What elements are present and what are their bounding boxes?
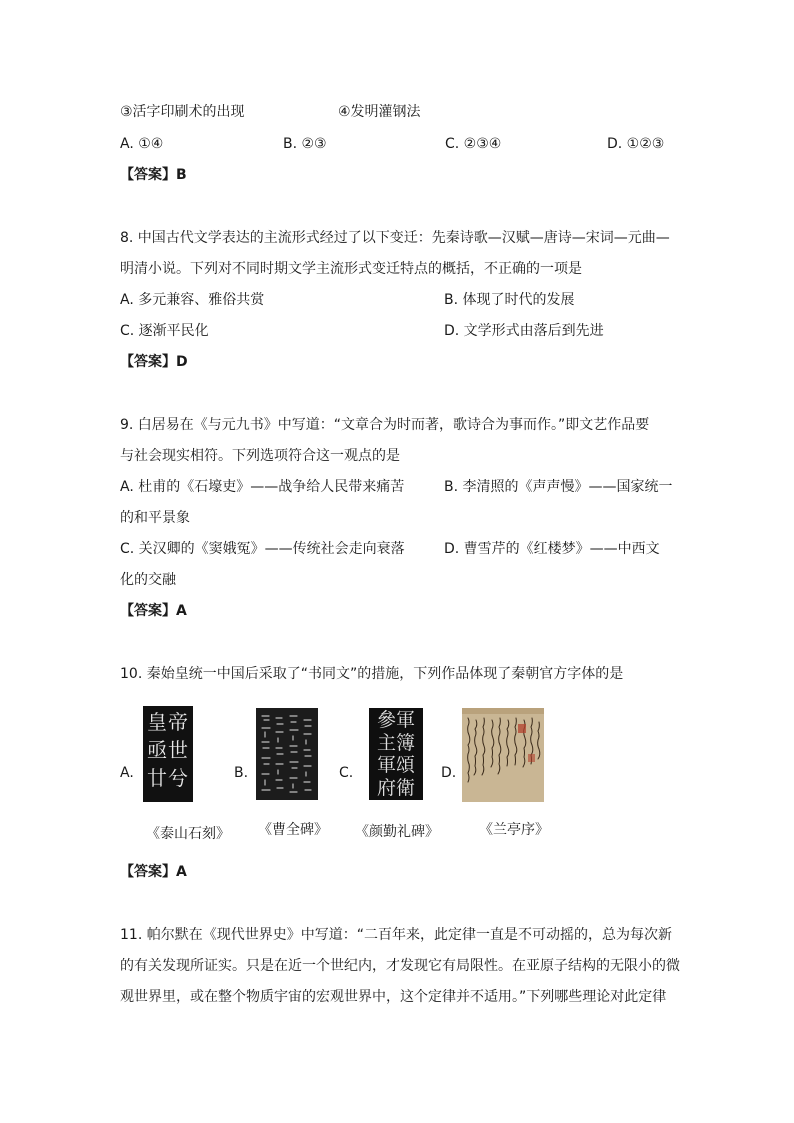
yanqinli-stele-image [369,708,423,800]
q11-stem-line3: 观世界里，或在整个物质宇宙的宏观世界中，这个定律并不适用。”下列哪些理论对此定律 [120,989,667,1005]
q10-answer: 【答案】A [120,864,187,880]
q8-answer: 【答案】D [120,354,188,370]
q9-stem-line1: 9. 白居易在《与元九书》中写道：“文章合为时而著，歌诗合为事而作。”即文艺作品要 [120,417,650,433]
q11-stem-line2: 的有关发现所证实。只是在近一个世纪内，才发现它有局限性。在亚原子结构的无限小的微 [120,958,680,974]
taishan-glyph-row-1: 皇帝 [147,710,189,734]
yanqinli-glyph-row-1: 參軍 [376,709,415,731]
q9-stem-line2: 与社会现实相符。下列选项符合这一观点的是 [120,448,400,464]
q7-answer: 【答案】B [120,167,187,183]
q8-choice-d: D. 文学形式由落后到先进 [444,323,604,339]
q9-answer: 【答案】A [120,603,187,619]
caoquan-stele-texture [256,708,318,800]
q9-choice-b-line2: 的和平景象 [120,510,190,526]
yanqinli-glyph-row-3: 軍頌 [376,754,415,776]
q8-stem-line1: 8. 中国古代文学表达的主流形式经过了以下变迁：先秦诗歌—汉赋—唐诗—宋词—元曲— [120,230,670,246]
q7-option-3: ③活字印刷术的出现 [120,104,245,120]
q10-caption-d: 《兰亭序》 [479,822,549,838]
taishan-glyph-row-3: 廿兮 [147,766,189,790]
q10-stem: 10. 秦始皇统一中国后采取了“书同文”的措施，下列作品体现了秦朝官方字体的是 [120,666,624,682]
q10-label-d: D. [441,765,457,781]
lantingxu-scroll-texture [462,708,544,802]
q9-choice-c: C. 关汉卿的《窦娥冤》——传统社会走向衰落 [120,541,405,557]
q9-choice-b-line1: B. 李清照的《声声慢》——国家统一 [444,479,673,495]
q8-choice-b: B. 体现了时代的发展 [444,292,575,308]
q11-stem-line1: 11. 帕尔默在《现代世界史》中写道：“二百年来，此定律一直是不可动摇的，总为每次新 [120,927,672,943]
q10-caption-b: 《曹全碑》 [258,822,328,838]
yanqinli-glyph-row-4: 府衛 [376,776,415,799]
q7-choice-a: A. ①④ [120,136,164,152]
q9-choice-d-line1: D. 曹雪芹的《红楼梦》——中西文 [444,541,660,557]
q8-stem-line2: 明清小说。下列对不同时期文学主流形式变迁特点的概括，不正确的一项是 [120,261,582,277]
q7-option-4: ④发明灌钢法 [338,104,421,120]
caoquan-stele-image [256,708,318,800]
q10-label-c: C. [339,765,354,781]
yanqinli-glyph-row-2: 主簿 [376,731,415,754]
lantingxu-scroll-image [462,708,544,802]
q7-choice-b: B. ②③ [283,136,327,152]
q9-choice-a: A. 杜甫的《石壕吏》——战争给人民带来痛苦 [120,479,405,495]
q8-choice-c: C. 逐渐平民化 [120,323,209,339]
q8-choice-a: A. 多元兼容、雅俗共赏 [120,292,265,308]
q10-caption-c: 《颜勤礼碑》 [355,824,439,840]
q10-label-b: B. [234,765,249,781]
q7-choice-d: D. ①②③ [607,136,665,152]
q9-choice-d-line2: 化的交融 [120,572,176,588]
q10-label-a: A. [120,765,134,781]
q7-choice-c: C. ②③④ [445,136,502,152]
q10-caption-a: 《泰山石刻》 [146,826,230,842]
taishan-inscription-image [143,706,193,802]
taishan-glyph-row-2: 亟世 [147,738,189,762]
